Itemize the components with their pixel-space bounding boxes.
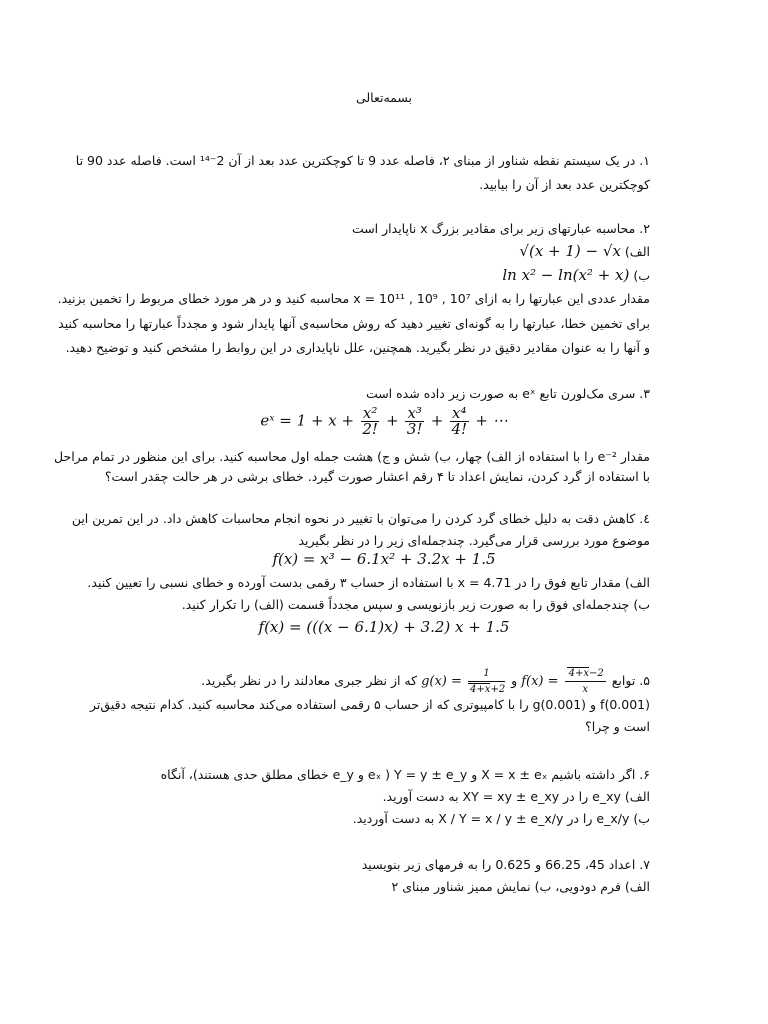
q5-g-definition: g(x) = $\frac{1}{4+x+2}$ <box>421 668 506 695</box>
q5-line-3: است و چرا؟ <box>585 719 650 734</box>
page-title: بسمه‌تعالی <box>355 90 413 105</box>
q5-intro-tail: که از نظر جبری معادلند را در نظر بگیرید. <box>201 673 418 688</box>
q5-line-2: f(0.001) و g(0.001) را با کامپیوتری که از حساب ۵ رقمی استفاده می‌کند محاسبه کنید. کدام نتیجه دقیق‌تر <box>90 697 650 712</box>
q1-line-1: ۱. در یک سیستم نقطه شناور از مبنای ۲، فاصله عدد 9 تا کوچکترین عدد بعد از آن 2⁻¹⁴ است. فاصله عدد 90 تا <box>75 153 650 168</box>
q2-part-b-expr: ln x² − ln(x² + x) <box>502 266 630 284</box>
q7-line-2: الف) فرم دودویی، ب) نمایش ممیز شناور مبنای ۲ <box>391 879 650 894</box>
q3-term-4: $\frac{\text{x⁴}}{4!}$ <box>451 404 468 438</box>
q4-part-a: الف) مقدار تابع فوق را در 4.71 = x با استفاده از حساب ۳ رقمی بدست آورده و خطای نسبی را تعیین کنید. <box>87 575 650 590</box>
q2-part-b-label: ب) <box>633 268 650 283</box>
q3-intro: ۳. سری مک‌لورن تابع eˣ به صورت زیر داده شده است <box>365 386 650 401</box>
q2-body-3: و آنها را به عنوان مقادیر دقیق در نظر بگیرید. همچنین، علل ناپایداری در این روابط را مشخص کنید و توضیح دهید. <box>65 340 650 355</box>
q3-term-2: $\frac{\text{x²}}{2!}$ <box>362 404 378 438</box>
q2-body-2: برای تخمین خطا، عبارتها را به گونه‌ای تغییر دهید که روش محاسبه‌ی آنها پایدار شود و مجدداً عبارتها را محاسبه کنید <box>58 316 650 331</box>
q5-intro: ۵. توابع <box>611 673 650 688</box>
q2-part-a-label: الف) <box>624 244 650 259</box>
q2-intro: ۲. محاسبه عبارتهای زیر برای مقادیر بزرگ x ناپایدار است <box>351 221 650 236</box>
q6-part-b: ب) e_x/y را در X / Y = x / y ± e_x/y به دست آوردید. <box>352 811 650 826</box>
q6-line-1: ۶. اگر داشته باشیم X = x ± eₓ و Y = y ± e_y ( eₓ و e_y خطای مطلق حدی هستند)، آنگاه <box>160 767 650 782</box>
q2-part-b <box>502 264 650 287</box>
q3-maclaurin-formula: eˣ = 1 + x + $\frac{\text{x²}}{2!}$ + $\frac{\text{x³}}{3!}$ + $\frac{\text{x⁴}}{4!}$ + ⋯ <box>260 404 508 438</box>
q4-part-b: ب) چندجمله‌ای فوق را به صورت زیر بازنویسی و سپس مجدداً قسمت (الف) را تکرار کنید. <box>181 597 650 612</box>
q5-f-definition: f(x) = $\frac{4+x-2}{x}$ <box>521 668 604 695</box>
q3-term-3: $\frac{\text{x³}}{3!}$ <box>406 404 423 438</box>
q5-line-1: ۵. توابع f(x) = $\frac{4+x-2}{x}$ و g(x) = $\frac{1}{4+x+2}$ که از نظر جبری معادلند را در نظر بگیرید. <box>201 668 650 695</box>
q3-formula-lhs: eˣ = 1 + x + <box>260 411 355 430</box>
q4-formula-2: f(x) = (((x − 6.1)x) + 3.2) x + 1.5 <box>258 618 510 636</box>
q2-body-1: مقدار عددی این عبارتها را به ازای 10⁷ , 10⁹ , 10¹¹ = x محاسبه کنید و در هر مورد خطای مربوط را تخمین بزنید. <box>57 291 650 306</box>
q7-line-1: ۷. اعداد 45، 66.25 و 0.625 را به فرمهای زیر بنویسید <box>361 857 650 872</box>
q3-body-1: مقدار e⁻² را با استفاده از الف) چهار، ب) شش و ج) هشت جمله اول محاسبه کنید. برای این منظور در تمام مراحل <box>54 449 650 464</box>
q6-part-a: الف) e_xy را در XY = xy ± e_xy به دست آورید. <box>382 789 650 804</box>
q4-line-1: ٤. کاهش دقت به دلیل خطای گرد کردن را می‌توان با تغییر در نحوه انجام محاسبات کاهش داد. در این تمرین این <box>71 511 650 526</box>
q2-part-a <box>519 240 650 263</box>
q2-part-a-expr: √(x + 1) − √x <box>519 242 621 260</box>
q4-line-2: موضوع مورد بررسی قرار می‌گیرد. چندجمله‌ای زیر را در نظر بگیرید <box>298 533 650 548</box>
q3-body-2: با استفاده از گرد کردن، نمایش اعداد تا ۴ رقم اعشار صورت گیرد. خطای برشی در هر حالت چقدر است؟ <box>104 469 650 484</box>
q4-formula-1: f(x) = x³ − 6.1x² + 3.2x + 1.5 <box>272 550 496 568</box>
q3-formula-rest: + ⋯ <box>475 411 508 430</box>
q1-line-2: کوچکترین عدد بعد از آن را بیابید. <box>479 177 650 192</box>
